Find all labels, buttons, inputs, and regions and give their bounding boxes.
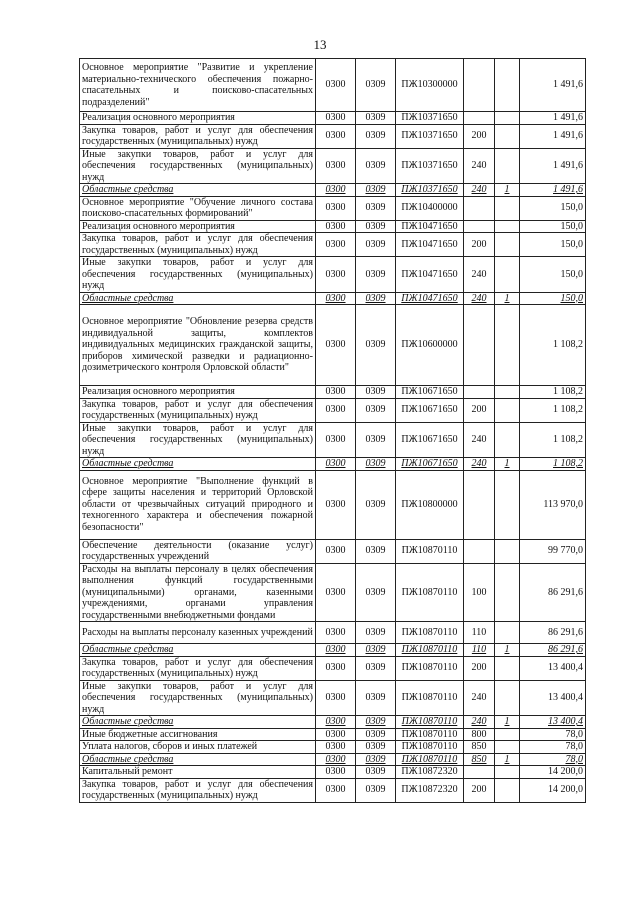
- name-cell: Областные средства: [80, 184, 316, 197]
- name-cell: Основное мероприятие "Развитие и укрепление материально-технического обеспечения пожарно-спасательных и поисково-спасательных подразделений": [80, 59, 316, 112]
- source-code-cell: [495, 398, 520, 422]
- section-code-cell: 0300: [316, 470, 356, 539]
- source-code-cell: [495, 656, 520, 680]
- subsection-code-cell: 0309: [356, 728, 396, 741]
- amount-cell: 150,0: [520, 220, 586, 233]
- expense-type-cell: [464, 305, 495, 386]
- subsection-code-cell: 0309: [356, 124, 396, 148]
- table-row: [80, 305, 586, 386]
- source-code-cell: [495, 148, 520, 184]
- name-cell: Областные средства: [80, 716, 316, 729]
- source-code-cell: 1: [495, 753, 520, 766]
- source-code-cell: 1: [495, 184, 520, 197]
- expense-type-cell: [464, 539, 495, 563]
- target-article-cell: ПЖ10671650: [396, 422, 464, 458]
- source-code-cell: 1: [495, 458, 520, 471]
- source-code-cell: [495, 622, 520, 644]
- source-code-cell: 1: [495, 292, 520, 305]
- table-row: [80, 292, 586, 305]
- table-row: [80, 257, 586, 293]
- amount-cell: 150,0: [520, 233, 586, 257]
- name-cell: Реализация основного мероприятия: [80, 386, 316, 399]
- subsection-code-cell: 0309: [356, 778, 396, 802]
- source-code-cell: 1: [495, 716, 520, 729]
- subsection-code-cell: 0309: [356, 656, 396, 680]
- source-code-cell: [495, 422, 520, 458]
- section-code-cell: 0300: [316, 728, 356, 741]
- table-row: [80, 656, 586, 680]
- table-row: [80, 112, 586, 125]
- source-code-cell: [495, 257, 520, 293]
- target-article-cell: ПЖ10671650: [396, 398, 464, 422]
- name-cell: Капитальный ремонт: [80, 766, 316, 779]
- budget-table-body: [80, 59, 586, 803]
- table-row: [80, 233, 586, 257]
- table-row: [80, 563, 586, 622]
- expense-type-cell: [464, 112, 495, 125]
- table-row: [80, 458, 586, 471]
- amount-cell: 14 200,0: [520, 778, 586, 802]
- budget-table: [79, 58, 586, 803]
- name-cell: Основное мероприятие "Обновление резерва средств индивидуальной защиты, комплектов индивидуальных медицинских гражданской защиты, приборов химической разведки и радиационно-дозиметрического контроля Орловской области": [80, 305, 316, 386]
- name-cell: Закупка товаров, работ и услуг для обеспечения государственных (муниципальных) нужд: [80, 398, 316, 422]
- amount-cell: 1 108,2: [520, 386, 586, 399]
- section-code-cell: 0300: [316, 656, 356, 680]
- table-row: [80, 470, 586, 539]
- amount-cell: 13 400,4: [520, 716, 586, 729]
- subsection-code-cell: 0309: [356, 422, 396, 458]
- section-code-cell: 0300: [316, 184, 356, 197]
- target-article-cell: ПЖ10471650: [396, 292, 464, 305]
- section-code-cell: 0300: [316, 622, 356, 644]
- table-row: [80, 398, 586, 422]
- amount-cell: 13 400,4: [520, 656, 586, 680]
- target-article-cell: ПЖ10870110: [396, 622, 464, 644]
- subsection-code-cell: 0309: [356, 184, 396, 197]
- amount-cell: 1 491,6: [520, 124, 586, 148]
- table-row: [80, 148, 586, 184]
- target-article-cell: ПЖ10371650: [396, 112, 464, 125]
- subsection-code-cell: 0309: [356, 233, 396, 257]
- section-code-cell: 0300: [316, 741, 356, 754]
- subsection-code-cell: 0309: [356, 59, 396, 112]
- amount-cell: 1 108,2: [520, 422, 586, 458]
- section-code-cell: 0300: [316, 753, 356, 766]
- expense-type-cell: 240: [464, 680, 495, 716]
- source-code-cell: [495, 766, 520, 779]
- source-code-cell: [495, 778, 520, 802]
- section-code-cell: 0300: [316, 422, 356, 458]
- expense-type-cell: [464, 386, 495, 399]
- expense-type-cell: 200: [464, 398, 495, 422]
- section-code-cell: 0300: [316, 233, 356, 257]
- expense-type-cell: 200: [464, 778, 495, 802]
- section-code-cell: 0300: [316, 386, 356, 399]
- subsection-code-cell: 0309: [356, 220, 396, 233]
- table-row: [80, 59, 586, 112]
- name-cell: Иные закупки товаров, работ и услуг для обеспечения государственных (муниципальных) нужд: [80, 257, 316, 293]
- section-code-cell: 0300: [316, 148, 356, 184]
- expense-type-cell: 240: [464, 184, 495, 197]
- source-code-cell: [495, 305, 520, 386]
- section-code-cell: 0300: [316, 644, 356, 657]
- expense-type-cell: 800: [464, 728, 495, 741]
- table-row: [80, 220, 586, 233]
- target-article-cell: ПЖ10870110: [396, 716, 464, 729]
- subsection-code-cell: 0309: [356, 386, 396, 399]
- section-code-cell: 0300: [316, 716, 356, 729]
- table-row: [80, 196, 586, 220]
- section-code-cell: 0300: [316, 124, 356, 148]
- table-row: [80, 680, 586, 716]
- amount-cell: 14 200,0: [520, 766, 586, 779]
- name-cell: Иные бюджетные ассигнования: [80, 728, 316, 741]
- target-article-cell: ПЖ10870110: [396, 741, 464, 754]
- source-code-cell: [495, 233, 520, 257]
- target-article-cell: ПЖ10870110: [396, 563, 464, 622]
- subsection-code-cell: 0309: [356, 257, 396, 293]
- table-row: [80, 766, 586, 779]
- page-number: 13: [313, 37, 327, 52]
- name-cell: Уплата налогов, сборов и иных платежей: [80, 741, 316, 754]
- table-row: [80, 124, 586, 148]
- section-code-cell: 0300: [316, 112, 356, 125]
- name-cell: Основное мероприятие "Обучение личного состава поисково-спасательных формирований": [80, 196, 316, 220]
- amount-cell: 1 108,2: [520, 458, 586, 471]
- expense-type-cell: 100: [464, 563, 495, 622]
- subsection-code-cell: 0309: [356, 292, 396, 305]
- amount-cell: 78,0: [520, 741, 586, 754]
- section-code-cell: 0300: [316, 292, 356, 305]
- expense-type-cell: [464, 766, 495, 779]
- subsection-code-cell: 0309: [356, 458, 396, 471]
- table-row: [80, 728, 586, 741]
- section-code-cell: 0300: [316, 196, 356, 220]
- target-article-cell: ПЖ10870110: [396, 644, 464, 657]
- target-article-cell: ПЖ10600000: [396, 305, 464, 386]
- section-code-cell: 0300: [316, 59, 356, 112]
- amount-cell: 13 400,4: [520, 680, 586, 716]
- table-row: [80, 422, 586, 458]
- expense-type-cell: 200: [464, 656, 495, 680]
- amount-cell: 1 108,2: [520, 305, 586, 386]
- section-code-cell: 0300: [316, 220, 356, 233]
- section-code-cell: 0300: [316, 539, 356, 563]
- target-article-cell: ПЖ10872320: [396, 778, 464, 802]
- expense-type-cell: 240: [464, 458, 495, 471]
- target-article-cell: ПЖ10872320: [396, 766, 464, 779]
- source-code-cell: [495, 220, 520, 233]
- expense-type-cell: 200: [464, 124, 495, 148]
- name-cell: Расходы на выплаты персоналу казенных учреждений: [80, 622, 316, 644]
- expense-type-cell: 850: [464, 753, 495, 766]
- subsection-code-cell: 0309: [356, 716, 396, 729]
- expense-type-cell: 240: [464, 422, 495, 458]
- target-article-cell: ПЖ10371650: [396, 184, 464, 197]
- amount-cell: 78,0: [520, 753, 586, 766]
- source-code-cell: [495, 563, 520, 622]
- name-cell: Областные средства: [80, 292, 316, 305]
- name-cell: Расходы на выплаты персоналу в целях обеспечения выполнения функций государственными (муниципальными) органами, казенными учреждениями, органами управления государственными внебюджетными фондами: [80, 563, 316, 622]
- target-article-cell: ПЖ10371650: [396, 124, 464, 148]
- section-code-cell: 0300: [316, 766, 356, 779]
- target-article-cell: ПЖ10371650: [396, 148, 464, 184]
- amount-cell: 1 491,6: [520, 112, 586, 125]
- expense-type-cell: [464, 470, 495, 539]
- section-code-cell: 0300: [316, 257, 356, 293]
- section-code-cell: 0300: [316, 563, 356, 622]
- subsection-code-cell: 0309: [356, 305, 396, 386]
- target-article-cell: ПЖ10671650: [396, 386, 464, 399]
- amount-cell: 150,0: [520, 196, 586, 220]
- source-code-cell: [495, 124, 520, 148]
- subsection-code-cell: 0309: [356, 680, 396, 716]
- table-row: [80, 644, 586, 657]
- source-code-cell: [495, 680, 520, 716]
- table-row: [80, 741, 586, 754]
- amount-cell: 1 108,2: [520, 398, 586, 422]
- name-cell: Закупка товаров, работ и услуг для обеспечения государственных (муниципальных) нужд: [80, 233, 316, 257]
- section-code-cell: 0300: [316, 458, 356, 471]
- expense-type-cell: 240: [464, 257, 495, 293]
- section-code-cell: 0300: [316, 398, 356, 422]
- target-article-cell: ПЖ10870110: [396, 728, 464, 741]
- name-cell: Иные закупки товаров, работ и услуг для обеспечения государственных (муниципальных) нужд: [80, 422, 316, 458]
- amount-cell: 1 491,6: [520, 59, 586, 112]
- subsection-code-cell: 0309: [356, 753, 396, 766]
- name-cell: Областные средства: [80, 644, 316, 657]
- amount-cell: 86 291,6: [520, 563, 586, 622]
- subsection-code-cell: 0309: [356, 622, 396, 644]
- target-article-cell: ПЖ10300000: [396, 59, 464, 112]
- subsection-code-cell: 0309: [356, 470, 396, 539]
- expense-type-cell: 200: [464, 233, 495, 257]
- amount-cell: 113 970,0: [520, 470, 586, 539]
- name-cell: Иные закупки товаров, работ и услуг для обеспечения государственных (муниципальных) нужд: [80, 148, 316, 184]
- amount-cell: 99 770,0: [520, 539, 586, 563]
- expense-type-cell: 240: [464, 148, 495, 184]
- subsection-code-cell: 0309: [356, 148, 396, 184]
- source-code-cell: [495, 386, 520, 399]
- source-code-cell: [495, 728, 520, 741]
- subsection-code-cell: 0309: [356, 741, 396, 754]
- amount-cell: 1 491,6: [520, 184, 586, 197]
- expense-type-cell: [464, 220, 495, 233]
- target-article-cell: ПЖ10800000: [396, 470, 464, 539]
- name-cell: Основное мероприятие "Выполнение функций в сфере защиты населения и территорий Орловской области от чрезвычайных ситуаций природного и техногенного характера и обеспечения пожарной безопасности": [80, 470, 316, 539]
- source-code-cell: [495, 196, 520, 220]
- source-code-cell: [495, 470, 520, 539]
- expense-type-cell: 240: [464, 292, 495, 305]
- source-code-cell: [495, 741, 520, 754]
- subsection-code-cell: 0309: [356, 398, 396, 422]
- target-article-cell: ПЖ10870110: [396, 753, 464, 766]
- target-article-cell: ПЖ10400000: [396, 196, 464, 220]
- target-article-cell: ПЖ10671650: [396, 458, 464, 471]
- expense-type-cell: 240: [464, 716, 495, 729]
- target-article-cell: ПЖ10471650: [396, 220, 464, 233]
- subsection-code-cell: 0309: [356, 644, 396, 657]
- table-row: [80, 753, 586, 766]
- target-article-cell: ПЖ10870110: [396, 656, 464, 680]
- name-cell: Областные средства: [80, 753, 316, 766]
- amount-cell: 78,0: [520, 728, 586, 741]
- subsection-code-cell: 0309: [356, 563, 396, 622]
- table-row: [80, 184, 586, 197]
- target-article-cell: ПЖ10471650: [396, 257, 464, 293]
- section-code-cell: 0300: [316, 680, 356, 716]
- name-cell: Иные закупки товаров, работ и услуг для обеспечения государственных (муниципальных) нужд: [80, 680, 316, 716]
- name-cell: Реализация основного мероприятия: [80, 112, 316, 125]
- table-row: [80, 386, 586, 399]
- name-cell: Обеспечение деятельности (оказание услуг) государственных учреждений: [80, 539, 316, 563]
- target-article-cell: ПЖ10471650: [396, 233, 464, 257]
- section-code-cell: 0300: [316, 778, 356, 802]
- expense-type-cell: 850: [464, 741, 495, 754]
- table-row: [80, 539, 586, 563]
- subsection-code-cell: 0309: [356, 539, 396, 563]
- name-cell: Реализация основного мероприятия: [80, 220, 316, 233]
- target-article-cell: ПЖ10870110: [396, 680, 464, 716]
- expense-type-cell: 110: [464, 622, 495, 644]
- expense-type-cell: [464, 196, 495, 220]
- amount-cell: 150,0: [520, 292, 586, 305]
- table-row: [80, 622, 586, 644]
- name-cell: Закупка товаров, работ и услуг для обеспечения государственных (муниципальных) нужд: [80, 124, 316, 148]
- subsection-code-cell: 0309: [356, 112, 396, 125]
- amount-cell: 86 291,6: [520, 622, 586, 644]
- name-cell: Закупка товаров, работ и услуг для обеспечения государственных (муниципальных) нужд: [80, 778, 316, 802]
- subsection-code-cell: 0309: [356, 766, 396, 779]
- amount-cell: 1 491,6: [520, 148, 586, 184]
- target-article-cell: ПЖ10870110: [396, 539, 464, 563]
- expense-type-cell: 110: [464, 644, 495, 657]
- amount-cell: 150,0: [520, 257, 586, 293]
- section-code-cell: 0300: [316, 305, 356, 386]
- source-code-cell: [495, 59, 520, 112]
- table-row: [80, 716, 586, 729]
- source-code-cell: 1: [495, 644, 520, 657]
- subsection-code-cell: 0309: [356, 196, 396, 220]
- name-cell: Областные средства: [80, 458, 316, 471]
- expense-type-cell: [464, 59, 495, 112]
- table-row: [80, 778, 586, 802]
- source-code-cell: [495, 539, 520, 563]
- source-code-cell: [495, 112, 520, 125]
- name-cell: Закупка товаров, работ и услуг для обеспечения государственных (муниципальных) нужд: [80, 656, 316, 680]
- amount-cell: 86 291,6: [520, 644, 586, 657]
